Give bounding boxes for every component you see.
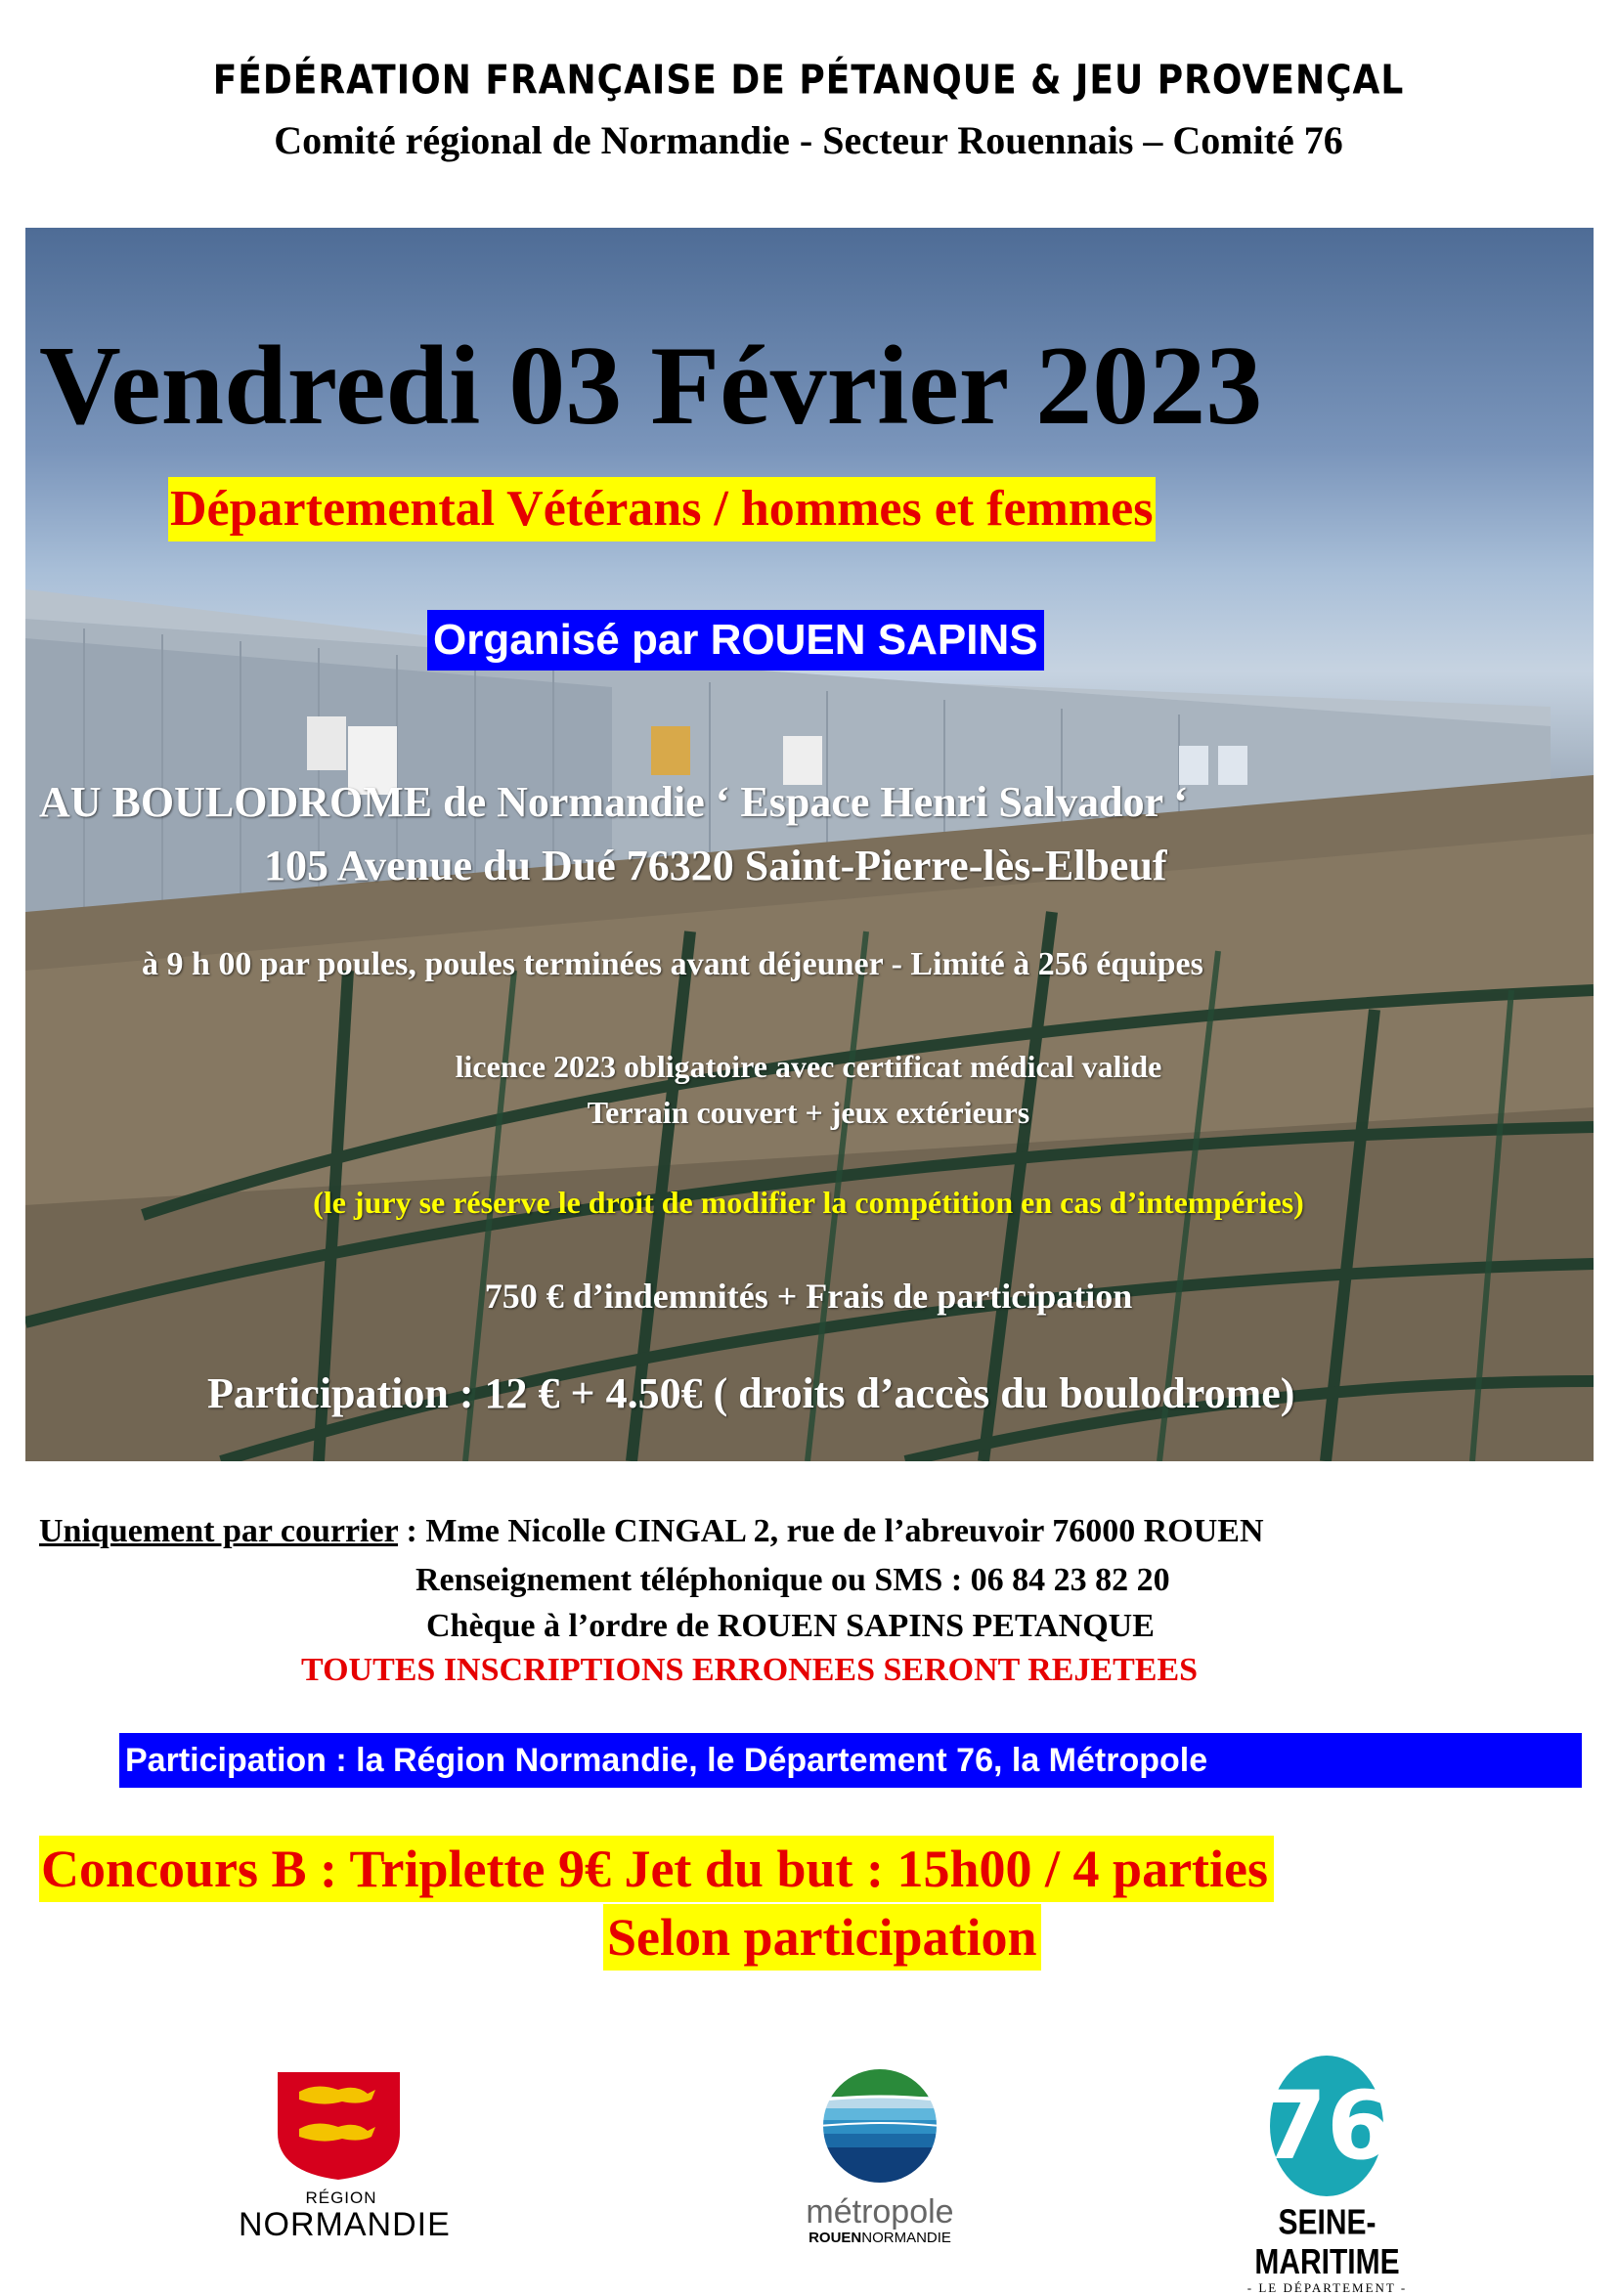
- courrier-address: : Mme Nicolle CINGAL 2, rue de l’abreuvoir 76000 ROUEN: [398, 1513, 1264, 1549]
- inscription-courrier: [39, 1513, 1264, 1550]
- venue-name: AU BOULODROME de Normandie ‘ Espace Henri Salvador ‘: [39, 778, 1188, 826]
- cheque-info: Chèque à l’ordre de ROUEN SAPINS PETANQUE: [426, 1608, 1155, 1644]
- jury-notice: (le jury se réserve le droit de modifier la compétition en cas d’intempéries): [313, 1185, 1304, 1220]
- seine-76-number: 76: [1261, 2071, 1392, 2181]
- concours-b-line: Concours B : Triplette 9€ Jet du but : 15h00 / 4 parties: [39, 1836, 1274, 1902]
- participation-fee: Participation : 12 € + 4.50€ ( droits d’accès du boulodrome): [207, 1369, 1295, 1417]
- comite-subtitle: Comité régional de Normandie - Secteur Rouennais – Comité 76: [274, 118, 1343, 162]
- metropole-name: métropole: [806, 2193, 954, 2231]
- federation-title: FÉDÉRATION FRANÇAISE DE PÉTANQUE & JEU PROVENÇAL: [212, 57, 1405, 105]
- licence-requirement: licence 2023 obligatoire avec certificat médical valide: [455, 1049, 1162, 1084]
- metropole-subtitle: [802, 2230, 958, 2246]
- metropole-circle-icon: [802, 2067, 958, 2185]
- phone-info: Renseignement téléphonique ou SMS : 06 84 23 82 20: [415, 1562, 1170, 1598]
- event-date: Vendredi 03 Février 2023: [39, 324, 1263, 449]
- normandie-lions-icon: [239, 2064, 444, 2182]
- terrain-info: Terrain couvert + jeux extérieurs: [587, 1095, 1030, 1130]
- courrier-label: Uniquement par courrier: [39, 1513, 399, 1549]
- seine-maritime-sub: - LE DÉPARTEMENT -: [1246, 2280, 1408, 2295]
- event-schedule: à 9 h 00 par poules, poules terminées avant déjeuner - Limité à 256 équipes: [142, 946, 1203, 982]
- rejection-warning: TOUTES INSCRIPTIONS ERRONEES SERONT REJETEES: [301, 1652, 1199, 1688]
- partners-banner: Participation : la Région Normandie, le Département 76, la Métropole: [119, 1733, 1582, 1788]
- seine-maritime-logo: [1222, 2053, 1432, 2295]
- region-normandie-logo: [239, 2064, 451, 2243]
- seine-maritime-name: SEINE-MARITIME: [1254, 2203, 1400, 2282]
- seine-76-icon: [1222, 2053, 1432, 2199]
- normandie-small-text: RÉGION: [305, 2188, 377, 2207]
- normandie-big-text: NORMANDIE: [239, 2206, 451, 2243]
- indemnites-info: 750 € d’indemnités + Frais de participation: [484, 1277, 1133, 1316]
- metropole-rouen: ROUEN: [808, 2230, 862, 2246]
- metropole-logo: [802, 2067, 958, 2253]
- event-organiser: Organisé par ROUEN SAPINS: [427, 610, 1044, 671]
- venue-address: 105 Avenue du Dué 76320 Saint-Pierre-lès-Elbeuf: [264, 842, 1167, 889]
- metropole-normandie: NORMANDIE: [861, 2230, 951, 2246]
- concours-b-participation: Selon participation: [603, 1904, 1041, 1971]
- event-category: Départemental Vétérans / hommes et femmes: [168, 477, 1156, 542]
